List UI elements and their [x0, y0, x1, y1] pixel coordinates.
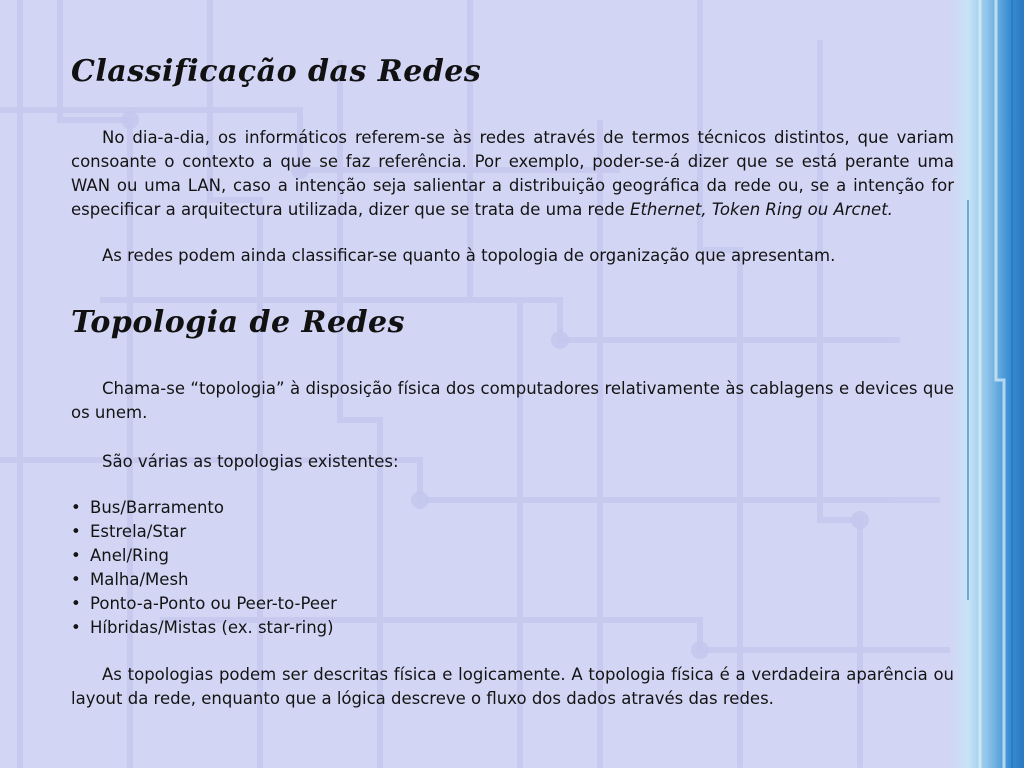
- paragraph-topology-definition-text: Chama-se “topologia” à disposição física dos computadores relativamente às cablagens e devices que os unem.: [71, 379, 954, 422]
- list-item: [71, 520, 337, 544]
- paragraph-intro-italic: Ethernet, Token Ring ou Arcnet.: [630, 200, 893, 219]
- list-item-label: Malha/Mesh: [90, 570, 189, 589]
- bullet: •: [71, 522, 81, 541]
- list-item: [71, 544, 337, 568]
- paragraph-physical-logical: [71, 663, 954, 711]
- bullet: •: [71, 546, 81, 565]
- list-item-label: Estrela/Star: [90, 522, 187, 541]
- section-title-topologia: Topologia de Redes: [71, 305, 406, 340]
- bullet: •: [71, 570, 81, 589]
- list-item-label: Híbridas/Mistas (ex. star-ring): [90, 618, 334, 637]
- bullet: •: [71, 618, 81, 637]
- topology-list: [71, 496, 337, 640]
- bullet: •: [71, 594, 81, 613]
- paragraph-topology-types-intro-text: São várias as topologias existentes:: [102, 452, 399, 471]
- list-item-label: Anel/Ring: [90, 546, 170, 565]
- paragraph-topology-classification-text: As redes podem ainda classificar-se quanto à topologia de organização que apresentam.: [102, 246, 836, 265]
- paragraph-topology-types-intro: [71, 450, 954, 474]
- list-item: [71, 616, 337, 640]
- list-item: [71, 496, 337, 520]
- paragraph-physical-logical-text: As topologias podem ser descritas física e logicamente. A topologia física é a verdadeira aparência ou layout da rede, enquanto que a lógica descreve o fluxo dos dados através das redes.: [71, 665, 954, 708]
- paragraph-topology-definition: [71, 377, 954, 425]
- paragraph-topology-classification: [71, 244, 954, 268]
- paragraph-intro: [71, 126, 954, 222]
- list-item: [71, 568, 337, 592]
- paragraph-intro-text: No dia-a-dia, os informáticos referem-se às redes através de termos técnicos distintos, que variam consoante o contexto a que se faz referência. Por exemplo, poder-se-á dizer que se está perante uma WAN ou uma LAN, caso a intenção seja salientar a distribuição geográfica da rede ou, se a intenção for especificar a arquitectura utilizada, dizer que se trata de uma rede: [71, 128, 954, 219]
- list-item-label: Ponto-a-Ponto ou Peer-to-Peer: [90, 594, 337, 613]
- list-item-label: Bus/Barramento: [90, 498, 224, 517]
- bullet: •: [71, 498, 81, 517]
- section-title-classificacao: Classificação das Redes: [71, 54, 482, 89]
- list-item: [71, 592, 337, 616]
